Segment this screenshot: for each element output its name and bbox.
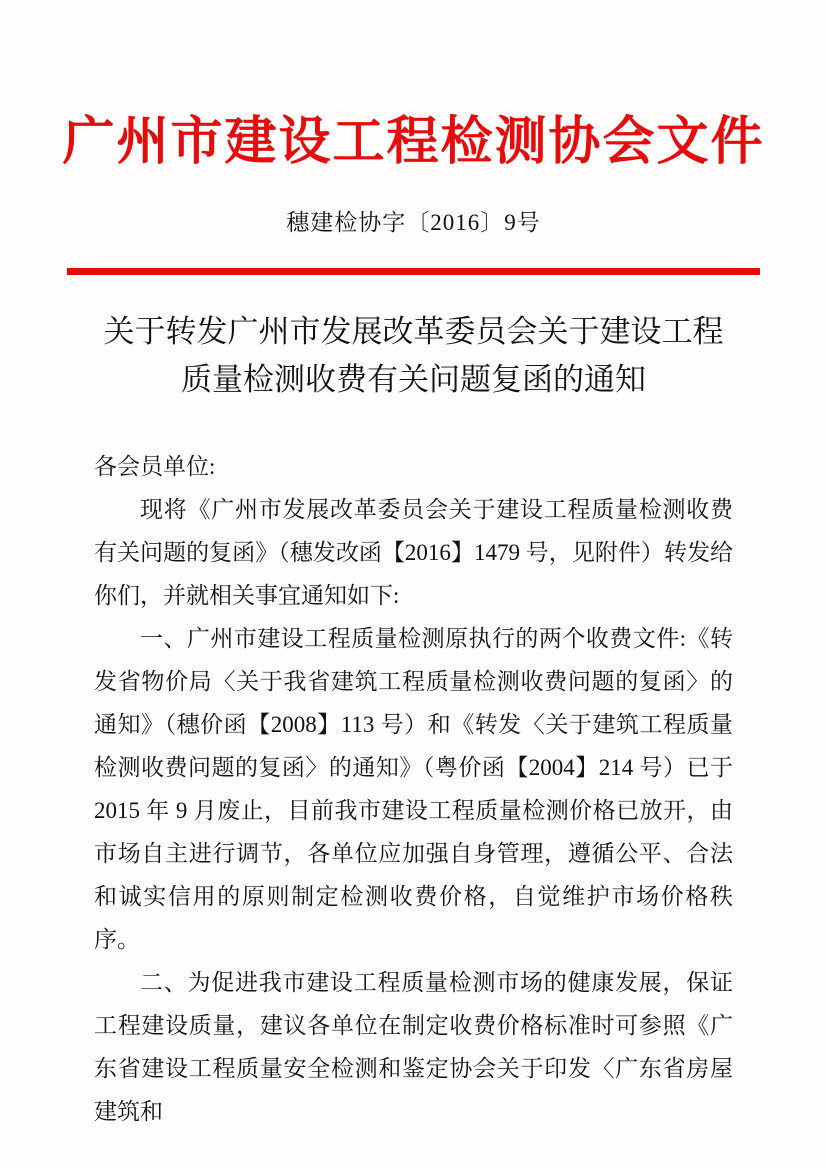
document-header-org-title: 广州市建设工程检测协会文件 bbox=[62, 113, 765, 171]
body-paragraph-3: 二、为促进我市建设工程质量检测市场的健康发展，保证工程建设质量，建议各单位在制定收费价格标准时可参照《广东省建设工程质量安全检测和鉴定协会关于印发〈广东省房屋建筑和 bbox=[94, 970, 733, 1124]
document-body bbox=[94, 445, 733, 1133]
document-title-line-2: 质量检测收费有关问题复函的通知 bbox=[181, 362, 646, 397]
body-paragraph-2: 一、广州市建设工程质量检测原执行的两个收费文件:《转发省物价局〈关于我省建筑工程质量检测收费问题的复函〉的通知》（穗价函【2008】113 号）和《转发〈关于建筑工程质量检测收费问题的复函〉的通知》（粤价函【2004】214 号）已于 2015 年 9 月废止，目前我市建设工程质量检测价格已放开，由市场自主进行调节，各单位应加强自身管理，遵循公平、合法和诚实信用的原则制定检测收费价格，自觉维护市场价格秩序。 bbox=[94, 626, 733, 952]
document-title bbox=[0, 308, 827, 404]
salutation: 各会员单位: bbox=[94, 454, 216, 479]
red-header-divider bbox=[67, 268, 760, 275]
document-title-line-1: 关于转发广州市发展改革委员会关于建设工程 bbox=[103, 314, 724, 349]
body-paragraph-1: 现将《广州市发展改革委员会关于建设工程质量检测收费有关问题的复函》（穗发改函【2016】1479 号，见附件）转发给你们，并就相关事宜通知如下: bbox=[94, 497, 733, 608]
document-number: 穗建检协字〔2016〕9号 bbox=[286, 210, 541, 235]
